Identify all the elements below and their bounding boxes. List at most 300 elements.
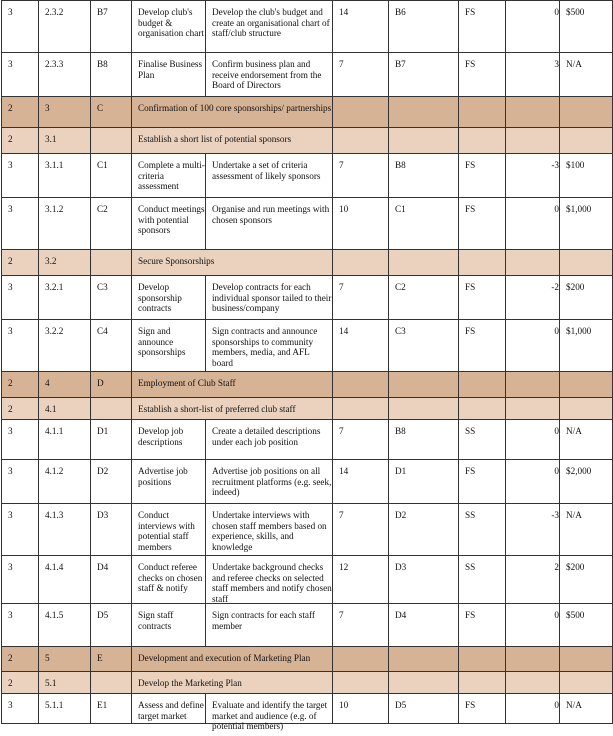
predecessor-cell: [389, 420, 459, 460]
predecessor-cell: [389, 694, 459, 724]
lag-cell-text: -2: [551, 282, 559, 292]
task-id-cell: [91, 372, 132, 398]
duration-cell-text: 7: [339, 426, 344, 436]
empty-cell: [459, 672, 506, 694]
table-row-task: [2, 460, 613, 504]
duration-cell: [333, 198, 389, 250]
empty-cell: [333, 128, 389, 154]
level-cell-text: 2: [8, 134, 13, 144]
wbs-cell: [39, 504, 91, 556]
wbs-cell: [39, 398, 91, 420]
dependency-cell-text: FS: [465, 59, 476, 69]
empty-cell: [333, 372, 389, 398]
task-id-cell: [91, 128, 132, 154]
predecessor-cell-text: C1: [395, 204, 406, 214]
empty-cell: [506, 250, 560, 276]
wbs-cell-text: 3.1.2: [45, 204, 64, 214]
dependency-cell-text: FS: [465, 204, 476, 214]
cost-cell: [560, 556, 613, 604]
lag-cell: [506, 198, 560, 250]
predecessor-cell: [389, 198, 459, 250]
lag-cell-text: 0: [554, 466, 559, 476]
wbs-cell: [39, 320, 91, 372]
task-id-cell: [91, 647, 132, 672]
task-id-cell-text: D2: [97, 466, 109, 476]
task-description-cell: [206, 154, 333, 198]
wbs-cell: [39, 276, 91, 320]
duration-cell: [333, 154, 389, 198]
duration-cell: [333, 556, 389, 604]
predecessor-cell: [389, 1, 459, 53]
wbs-cell-text: 4.1.5: [45, 610, 64, 620]
wbs-cell: [39, 250, 91, 276]
task-description-cell-text: Sign contracts for each staff member: [212, 610, 315, 631]
level-cell-text: 2: [8, 103, 13, 113]
lag-cell: [506, 53, 560, 97]
table-row-phase: [2, 647, 613, 672]
duration-cell: [333, 420, 389, 460]
task-id-cell-text: E1: [97, 700, 108, 710]
task-id-cell: [91, 250, 132, 276]
wbs-cell-text: 4.1.4: [45, 562, 64, 572]
predecessor-cell: [389, 604, 459, 647]
duration-cell: [333, 320, 389, 372]
task-id-cell: [91, 504, 132, 556]
predecessor-cell: [389, 53, 459, 97]
task-description-cell-text: Develop contracts for each individual sponsor tailed to their business/company: [212, 282, 332, 313]
empty-cell: [506, 398, 560, 420]
wbs-cell: [39, 694, 91, 724]
wbs-cell-text: 4.1.2: [45, 466, 64, 476]
dependency-cell: [459, 154, 506, 198]
level-cell: [2, 398, 39, 420]
empty-cell: [389, 672, 459, 694]
predecessor-cell-text: B8: [395, 426, 406, 436]
duration-cell-text: 7: [339, 610, 344, 620]
lag-cell-text: 0: [554, 610, 559, 620]
duration-cell: [333, 504, 389, 556]
task-id-cell-text: D1: [97, 426, 109, 436]
empty-cell: [506, 372, 560, 398]
table-row-task: [2, 53, 613, 97]
task-id-cell: [91, 398, 132, 420]
task-id-cell: [91, 97, 132, 128]
task-description-cell-text: Confirm business plan and receive endorsement from the Board of Directors: [212, 59, 322, 90]
task-name-cell: [132, 694, 206, 724]
empty-cell: [389, 250, 459, 276]
wbs-cell: [39, 647, 91, 672]
task-id-cell: [91, 53, 132, 97]
lag-cell: [506, 420, 560, 460]
wbs-cell-text: 5.1.1: [45, 700, 64, 710]
duration-cell-text: 7: [339, 160, 344, 170]
phase-title-cell-text: Employment of Club Staff: [138, 378, 236, 388]
cost-cell: [560, 198, 613, 250]
duration-cell: [333, 276, 389, 320]
phase-title-cell: [132, 372, 333, 398]
task-description-cell-text: Create a detailed descriptions under each job position: [212, 426, 321, 447]
empty-cell: [333, 250, 389, 276]
phase-title-cell: [132, 250, 333, 276]
task-name-cell: [132, 460, 206, 504]
level-cell: [2, 647, 39, 672]
lag-cell-text: -3: [551, 510, 559, 520]
task-name-cell-text: Advertise job positions: [138, 466, 188, 487]
cost-cell-text: $1,000: [566, 204, 592, 214]
task-id-cell-text: D: [97, 378, 104, 388]
level-cell-text: 3: [8, 7, 13, 17]
lag-cell-text: 3: [554, 59, 559, 69]
task-name-cell-text: Conduct meetings with potential sponsors: [138, 204, 205, 235]
phase-title-cell: [132, 398, 333, 420]
task-id-cell-text: C2: [97, 204, 108, 214]
task-id-cell: [91, 276, 132, 320]
cost-cell-text: $500: [566, 7, 585, 17]
level-cell-text: 2: [8, 678, 13, 688]
table-row-subphase: [2, 250, 613, 276]
dependency-cell-text: SS: [465, 510, 476, 520]
cost-cell: [560, 604, 613, 647]
phase-title-cell-text: Establish a short-list of preferred club staff: [138, 404, 296, 414]
empty-cell: [459, 372, 506, 398]
empty-cell: [560, 672, 613, 694]
task-id-cell: [91, 420, 132, 460]
cost-cell-text: $200: [566, 562, 585, 572]
dependency-cell: [459, 420, 506, 460]
level-cell: [2, 1, 39, 53]
predecessor-cell: [389, 320, 459, 372]
task-description-cell-text: Undertake a set of criteria assessment of likely sponsors: [212, 160, 321, 181]
lag-cell: [506, 694, 560, 724]
level-cell-text: 3: [8, 562, 13, 572]
cost-cell: [560, 276, 613, 320]
empty-cell: [506, 672, 560, 694]
phase-title-cell-text: Confirmation of 100 core sponsorships/ partnerships: [138, 103, 332, 113]
cost-cell: [560, 694, 613, 724]
task-name-cell-text: Conduct referee checks on chosen staff & notify: [138, 562, 203, 593]
task-description-cell: [206, 420, 333, 460]
table-row-task: [2, 604, 613, 647]
task-id-cell-text: C3: [97, 282, 108, 292]
predecessor-cell-text: C3: [395, 326, 406, 336]
duration-cell-text: 14: [339, 466, 349, 476]
empty-cell: [459, 398, 506, 420]
empty-cell: [333, 672, 389, 694]
level-cell-text: 3: [8, 466, 13, 476]
lag-cell: [506, 154, 560, 198]
cost-cell-text: N/A: [566, 426, 582, 436]
table-row-task: [2, 420, 613, 460]
task-description-cell-text: Undertake background checks and referee checks on selected staff members and notify chosen staff: [212, 562, 332, 604]
lag-cell: [506, 276, 560, 320]
task-id-cell-text: D4: [97, 562, 109, 572]
level-cell: [2, 504, 39, 556]
dependency-cell: [459, 198, 506, 250]
task-id-cell-text: B8: [97, 59, 108, 69]
task-description-cell-text: Develop the club's budget and create an organisational chart of staff/club structure: [212, 7, 330, 38]
wbs-cell-text: 3.2: [45, 256, 57, 266]
wbs-cell-text: 2.3.2: [45, 7, 64, 17]
level-cell-text: 3: [8, 59, 13, 69]
empty-cell: [389, 398, 459, 420]
task-id-cell-text: B7: [97, 7, 108, 17]
table-row-task: [2, 320, 613, 372]
table-row-task: [2, 154, 613, 198]
duration-cell: [333, 604, 389, 647]
dependency-cell: [459, 1, 506, 53]
task-name-cell: [132, 154, 206, 198]
duration-cell-text: 7: [339, 510, 344, 520]
level-cell: [2, 672, 39, 694]
lag-cell: [506, 1, 560, 53]
lag-cell-text: -3: [551, 160, 559, 170]
empty-cell: [333, 647, 389, 672]
empty-cell: [560, 97, 613, 128]
level-cell-text: 3: [8, 700, 13, 710]
wbs-cell-text: 5: [45, 653, 50, 663]
table-row-task: [2, 276, 613, 320]
lag-cell: [506, 460, 560, 504]
wbs-cell: [39, 97, 91, 128]
task-id-cell: [91, 556, 132, 604]
lag-cell: [506, 604, 560, 647]
predecessor-cell-text: D2: [395, 510, 407, 520]
lag-cell-text: 0: [554, 426, 559, 436]
dependency-cell-text: FS: [465, 7, 476, 17]
level-cell-text: 2: [8, 378, 13, 388]
cost-cell-text: N/A: [566, 510, 582, 520]
predecessor-cell-text: B8: [395, 160, 406, 170]
table-row-task: [2, 198, 613, 250]
dependency-cell: [459, 504, 506, 556]
predecessor-cell-text: D3: [395, 562, 407, 572]
task-id-cell-text: E: [97, 653, 103, 663]
duration-cell-text: 7: [339, 59, 344, 69]
wbs-cell: [39, 198, 91, 250]
predecessor-cell: [389, 276, 459, 320]
task-description-cell: [206, 320, 333, 372]
cost-cell-text: N/A: [566, 59, 582, 69]
cost-cell-text: $1,000: [566, 326, 592, 336]
level-cell-text: 3: [8, 160, 13, 170]
level-cell: [2, 604, 39, 647]
table-row-task: [2, 556, 613, 604]
wbs-cell: [39, 556, 91, 604]
task-name-cell: [132, 604, 206, 647]
empty-cell: [459, 250, 506, 276]
cost-cell: [560, 320, 613, 372]
dependency-cell-text: FS: [465, 160, 476, 170]
task-description-cell: [206, 198, 333, 250]
wbs-cell: [39, 672, 91, 694]
predecessor-cell-text: D4: [395, 610, 407, 620]
wbs-cell-text: 3.1.1: [45, 160, 64, 170]
task-description-cell: [206, 694, 333, 731]
task-description-cell: [206, 504, 333, 556]
task-id-cell-text: C1: [97, 160, 108, 170]
cost-cell-text: $200: [566, 282, 585, 292]
cost-cell: [560, 504, 613, 556]
phase-title-cell: [132, 647, 333, 672]
cost-cell: [560, 53, 613, 97]
task-id-cell: [91, 1, 132, 53]
empty-cell: [506, 128, 560, 154]
task-name-cell-text: Finalise Business Plan: [138, 59, 203, 80]
level-cell-text: 3: [8, 282, 13, 292]
cost-cell-text: N/A: [566, 700, 582, 710]
empty-cell: [459, 647, 506, 672]
phase-title-cell-text: Development and execution of Marketing Plan: [138, 653, 311, 663]
dependency-cell: [459, 320, 506, 372]
task-id-cell-text: D5: [97, 610, 109, 620]
wbs-cell: [39, 154, 91, 198]
predecessor-cell-text: C2: [395, 282, 406, 292]
empty-cell: [560, 128, 613, 154]
wbs-cell-text: 2.3.3: [45, 59, 64, 69]
wbs-cell-text: 4: [45, 378, 50, 388]
level-cell-text: 2: [8, 256, 13, 266]
level-cell: [2, 556, 39, 604]
dependency-cell-text: FS: [465, 466, 476, 476]
lag-cell-text: 0: [554, 7, 559, 17]
task-name-cell-text: Develop job descriptions: [138, 426, 184, 447]
task-id-cell-text: C: [97, 103, 104, 113]
predecessor-cell: [389, 556, 459, 604]
predecessor-cell-text: D1: [395, 466, 407, 476]
level-cell-text: 3: [8, 426, 13, 436]
wbs-cell: [39, 53, 91, 97]
wbs-cell-text: 3.2.2: [45, 326, 64, 336]
table-row-phase: [2, 97, 613, 128]
task-name-cell-text: Sign staff contracts: [138, 610, 174, 631]
level-cell: [2, 694, 39, 724]
cost-cell: [560, 460, 613, 504]
level-cell-text: 3: [8, 510, 13, 520]
dependency-cell: [459, 53, 506, 97]
empty-cell: [506, 647, 560, 672]
dependency-cell: [459, 276, 506, 320]
wbs-cell-text: 5.1: [45, 678, 57, 688]
level-cell-text: 2: [8, 653, 13, 663]
phase-title-cell: [132, 672, 333, 694]
task-name-cell: [132, 556, 206, 604]
task-id-cell-text: C4: [97, 326, 108, 336]
task-id-cell: [91, 604, 132, 647]
duration-cell-text: 14: [339, 326, 349, 336]
task-name-cell-text: Develop club's budget & organisation chart: [138, 7, 204, 38]
duration-cell: [333, 694, 389, 724]
lag-cell: [506, 504, 560, 556]
duration-cell-text: 14: [339, 7, 349, 17]
empty-cell: [389, 647, 459, 672]
task-description-cell: [206, 556, 333, 604]
dependency-cell: [459, 556, 506, 604]
dependency-cell-text: FS: [465, 282, 476, 292]
level-cell: [2, 154, 39, 198]
task-description-cell: [206, 1, 333, 53]
task-description-cell: [206, 460, 333, 504]
lag-cell-text: 0: [554, 204, 559, 214]
wbs-cell-text: 3: [45, 103, 50, 113]
level-cell: [2, 53, 39, 97]
wbs-cell-text: 3.2.1: [45, 282, 64, 292]
task-name-cell: [132, 53, 206, 97]
cost-cell-text: $100: [566, 160, 585, 170]
duration-cell: [333, 1, 389, 53]
task-description-cell-text: Undertake interviews with chosen staff members based on experience, skills, and knowledge: [212, 510, 327, 552]
wbs-schedule-table: [1, 0, 613, 731]
empty-cell: [389, 97, 459, 128]
wbs-cell: [39, 604, 91, 647]
wbs-cell: [39, 460, 91, 504]
cost-cell-text: $2,000: [566, 466, 592, 476]
task-name-cell: [132, 420, 206, 460]
empty-cell: [389, 128, 459, 154]
predecessor-cell: [389, 460, 459, 504]
empty-cell: [560, 398, 613, 420]
empty-cell: [333, 398, 389, 420]
wbs-cell-text: 4.1.3: [45, 510, 64, 520]
task-description-cell: [206, 276, 333, 320]
task-name-cell-text: Conduct interviews with potential staff members: [138, 510, 195, 552]
cost-cell: [560, 1, 613, 53]
task-id-cell: [91, 672, 132, 694]
dependency-cell-text: SS: [465, 562, 476, 572]
task-name-cell-text: Complete a multi-criteria assessment: [138, 160, 205, 191]
predecessor-cell-text: B7: [395, 59, 406, 69]
level-cell: [2, 97, 39, 128]
level-cell: [2, 250, 39, 276]
duration-cell: [333, 460, 389, 504]
dependency-cell: [459, 460, 506, 504]
wbs-cell: [39, 420, 91, 460]
task-name-cell-text: Develop sponsorship contracts: [138, 282, 182, 313]
phase-title-cell-text: Secure Sponsorships: [138, 256, 215, 266]
duration-cell-text: 12: [339, 562, 349, 572]
lag-cell-text: 2: [554, 562, 559, 572]
task-id-cell: [91, 694, 132, 724]
dependency-cell: [459, 694, 506, 724]
level-cell: [2, 460, 39, 504]
table-row-task: [2, 694, 613, 724]
empty-cell: [459, 97, 506, 128]
task-description-cell-text: Advertise job positions on all recruitment platforms (e.g. seek, indeed): [212, 466, 332, 497]
level-cell: [2, 320, 39, 372]
wbs-cell: [39, 128, 91, 154]
level-cell: [2, 128, 39, 154]
duration-cell-text: 10: [339, 700, 349, 710]
task-name-cell-text: Assess and define target market: [138, 700, 204, 721]
phase-title-cell: [132, 97, 333, 128]
task-description-cell: [206, 604, 333, 647]
cost-cell-text: $500: [566, 610, 585, 620]
level-cell-text: 2: [8, 404, 13, 414]
table-row-phase: [2, 372, 613, 398]
phase-title-cell-text: Develop the Marketing Plan: [138, 678, 242, 688]
table-row-subphase: [2, 672, 613, 694]
duration-cell: [333, 53, 389, 97]
task-name-cell: [132, 504, 206, 556]
level-cell-text: 3: [8, 326, 13, 336]
cost-cell: [560, 420, 613, 460]
table-body: [2, 1, 613, 731]
level-cell: [2, 420, 39, 460]
predecessor-cell-text: B6: [395, 7, 406, 17]
predecessor-cell: [389, 154, 459, 198]
level-cell-text: 3: [8, 204, 13, 214]
level-cell: [2, 372, 39, 398]
level-cell: [2, 198, 39, 250]
